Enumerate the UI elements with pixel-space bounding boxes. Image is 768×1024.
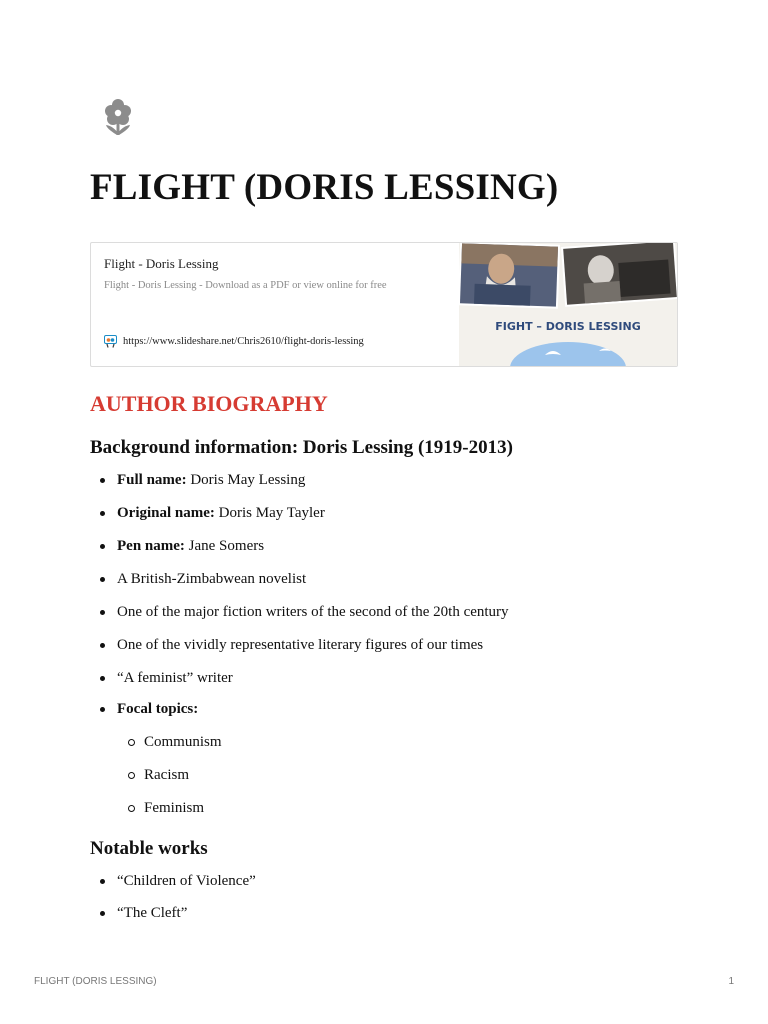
list-item [90,471,509,489]
flower-icon [100,95,136,145]
list-item [90,872,256,890]
slideshare-favicon-icon [104,335,117,348]
section-heading-author-biography: AUTHOR BIOGRAPHY [90,391,328,416]
sub-list-item [90,799,509,817]
bookmark-url-row[interactable] [104,335,364,348]
item-text: Doris May Lessing [186,472,306,488]
item-text: “The Cleft” [117,905,188,921]
item-text: One of the vividly representative literary figures of our times [117,637,484,653]
item-label: Full name: [117,472,187,488]
footer-document-title: FLIGHT (DORIS LESSING) [34,976,157,987]
item-text: Feminism [144,800,205,816]
list-item [90,904,256,922]
item-text: “Children of Violence” [117,873,256,889]
bio-list [90,471,509,817]
sub-list-item [90,766,509,784]
notable-works-heading: Notable works [90,838,208,859]
item-text: Communism [144,734,222,750]
link-bookmark-card[interactable] [90,242,678,367]
item-text: “A feminist” writer [117,670,233,686]
item-text: A British-Zimbabwean novelist [117,571,307,587]
list-item [90,669,509,687]
footer-page-number: 1 [728,976,734,987]
list-item [90,570,509,588]
list-item [90,700,509,718]
item-text: Doris May Tayler [214,505,325,521]
bookmark-title[interactable]: Flight - Doris Lessing [104,256,219,271]
bookmark-url[interactable]: https://www.slideshare.net/Chris2610/flight-doris-lessing [123,336,364,347]
notable-works-list [90,872,256,922]
sub-list-item [90,733,509,751]
item-text: One of the major fiction writers of the second of the 20th century [117,604,509,620]
list-item [90,504,509,522]
item-text: Jane Somers [184,538,265,554]
item-label: Original name: [117,505,215,521]
list-item [90,636,509,654]
item-label: Pen name: [117,538,185,554]
item-text: Racism [144,767,189,783]
background-heading: Background information: Doris Lessing (1919-2013) [90,437,513,458]
bookmark-description: Flight - Doris Lessing - Download as a PDF or view online for free [104,280,387,291]
item-label: Focal topics: [117,701,199,717]
list-item [90,537,509,555]
thumbnail-caption: FIGHT – DORIS LESSING [495,320,641,333]
list-item [90,603,509,621]
page-title: FLIGHT (DORIS LESSING) [90,167,559,208]
bookmark-thumbnail[interactable] [459,243,677,366]
